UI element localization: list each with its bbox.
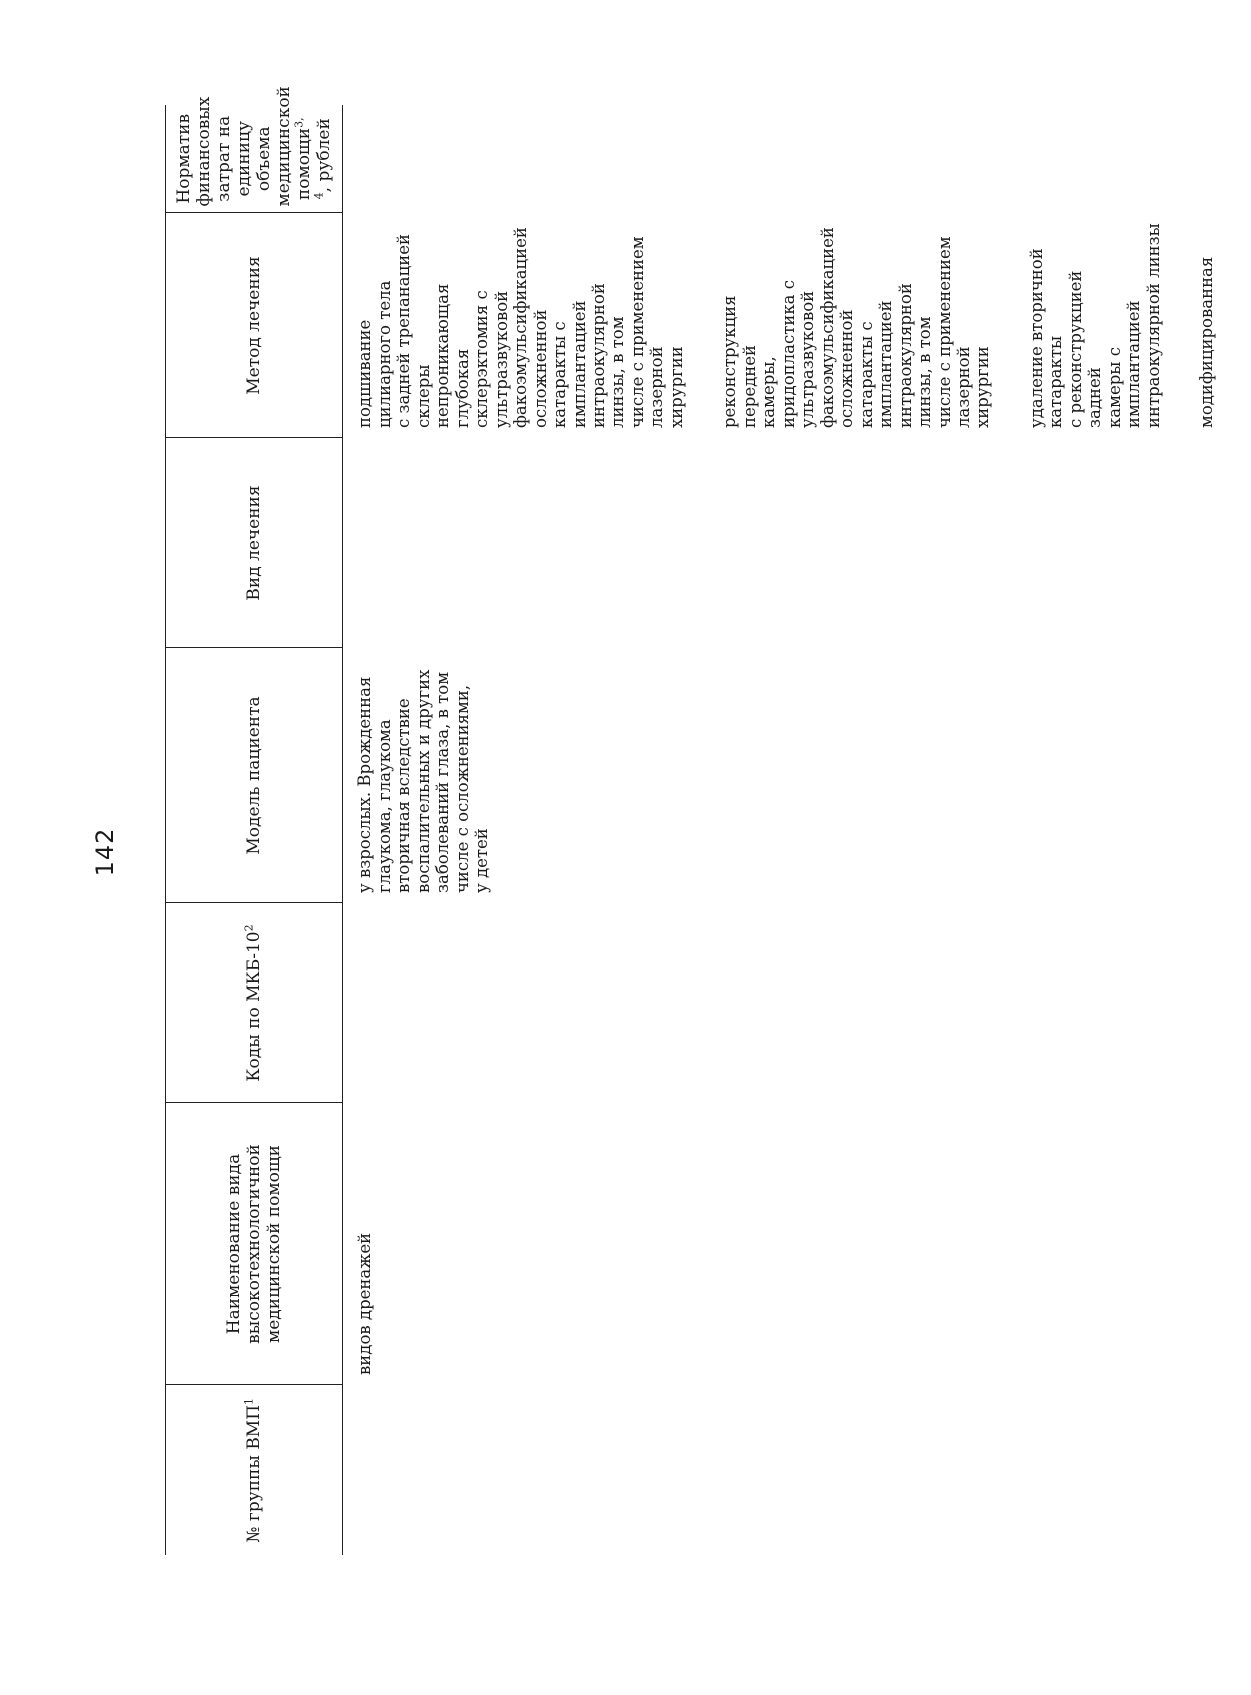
header-treatment-type: Вид лечения [166,438,343,648]
cell-treatment-type [343,438,1251,648]
cell-patient-model: у взрослых. Врожденная глаукома, глаукома вторичная вследствие воспалительных и других заболеваний глаза, в том числе с осложнениями, у детей [355,669,492,893]
page-number: 142 [91,827,119,877]
rotated-landscape-sheet [165,86,1217,1555]
method-item: реконструкция передней камеры, иридопластика с ультразвуковой факоэмульсификацией осложненной катаракты с имплантацией интраокулярной линзы, в том числе с применением лазерной хирургии [720,227,993,428]
header-icd-codes: Коды по МКБ-$10^2$ [166,903,343,1103]
header-vmp-name: Наименование вида высокотехнологичной медицинской помощи [166,1103,343,1385]
cell-icd-codes [343,903,1251,1103]
header-row [166,105,343,1555]
header-treatment-method: Метод лечения [166,213,343,438]
cell-group-number [343,1385,1251,1555]
method-item: подшивание цилиарного тела с задней трепанацией склеры непроникающая глубокая склерэктомия с ультразвуковой факоэмульсификацией осложненной катаракты с имплантацией интраокулярной линзы, в том числе с применением лазерной хирургии [355,227,686,428]
cell-vmp-name: видов дренажей [355,1232,375,1375]
header-cost-norm: Норматив финансовых затрат на единицу объема медицинской помощи$^{3, 4}$, рублей [166,105,343,213]
cell-treatment-methods [343,213,1251,438]
method-item: модифицированная [1197,256,1217,428]
header-group-number: № группы ВМП$^1$ [166,1385,343,1555]
table-header [166,86,343,1555]
header-patient-model: Модель пациента [166,648,343,903]
cell-cost-norm [343,105,1251,213]
table-row [343,105,1251,1555]
vmp-table [165,86,1251,1555]
method-item: удаление вторичной катаракты с реконструкцией задней камеры с имплантацией интраокулярной линзы [1026,223,1163,428]
